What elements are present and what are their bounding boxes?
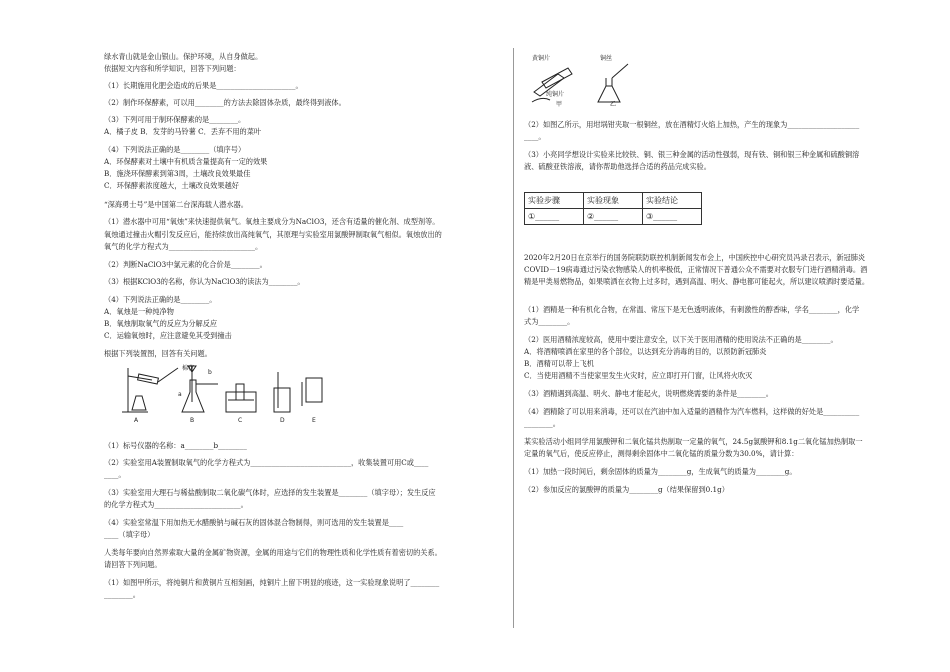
section-3-intro: 根据下列装置图，回答有关问题。 <box>104 349 212 358</box>
question-3: （3）下列可用于制环保酵素的是________。 <box>104 115 246 124</box>
lab-apparatus-figure <box>118 362 348 424</box>
section-4-q1-line2: ________。 <box>104 590 140 599</box>
table-header-cell: 实验现象 <box>584 193 643 209</box>
metal-q3-line2: 液、硫酸亚铁溶液，请你帮助他选择合适的药品完成实验。 <box>524 162 711 171</box>
label-E: E <box>312 417 316 424</box>
question-3-options: A．橘子皮 B．发芽的马铃薯 C．丢弃不用的菜叶 <box>104 127 262 136</box>
news-line3: 精是甲类易燃物品，如果喷洒在衣物上过多时，遇到高温、明火、静电都可能起火，所以建议喷洒时要适量。 <box>524 277 870 286</box>
section-3-q4-line1: （4）实验室常温下用加热无水醋酸钠与碱石灰的固体混合物制得，则可选用的发生装置是____ <box>104 518 404 527</box>
passage-line: 绿水青山就是金山银山。保护环境，从自身做起。 <box>104 52 263 61</box>
label-cotton: 棉花 <box>182 365 195 372</box>
alcohol-q1-line2: 式为________。 <box>524 317 575 326</box>
metal-q2-line1: （2）如图乙所示，用坩埚钳夹取一根铜丝，放在酒精灯火焰上加热，产生的现象为____________________ <box>524 120 860 129</box>
alcohol-q2: （2）医用酒精浓度较高，使用中要注意安全，以下关于医用酒精的使用说法不正确的是________。 <box>524 335 838 344</box>
calc-q1: （1）加热一段时间后，剩余固体的质量为________g，生成氧气的质量为________g。 <box>524 467 797 476</box>
section-2-q4-option-a: A．氧烛是一种纯净物 <box>104 307 174 316</box>
question-4-option-b: B．施浇环保酵素到第3周，土壤改良效果最佳 <box>104 169 251 178</box>
alcohol-q2-option-b: B．酒精可以带上飞机 <box>524 359 594 368</box>
section-3-q3-line1: （3）实验室用大理石与稀盐酸制取二氧化碳气体时，应选择的发生装置是________（填字母）；发生反应 <box>104 488 436 497</box>
experiment-table <box>524 192 702 225</box>
table-row <box>525 209 702 225</box>
section-2-q4-option-b: B．氧烛制取氧气的反应为分解反应 <box>104 319 218 328</box>
label-D: D <box>280 417 285 424</box>
alcohol-q4-line1: （4）酒精除了可以用来消毒，还可以在汽油中加入适量的酒精作为汽车燃料，这样做的好处是__________ <box>524 407 860 416</box>
section-4-intro-line1: 人类每年要向自然界索取大量的金属矿物资源，金属的用途与它们的物理性质和化学性质有着密切的关系。 <box>104 548 442 557</box>
section-2-intro: “深海勇士号”是中国第二台深海载人潜水器。 <box>104 200 248 209</box>
table-header-cell: 实验结论 <box>643 193 702 209</box>
section-2-q1-line3: 氧气的化学方程式为________________________。 <box>104 242 263 251</box>
label-jia: 甲 <box>556 101 563 108</box>
question-2: （2）制作环保酵素，可以用________的方法去除固体杂质，最终得到液体。 <box>104 98 346 107</box>
section-2-q1-line1: （1）潜水器中可用“氧烛”来快速提供氧气。氧烛主要成分为NaClO3，还含有适量的催化剂、成型剂等。 <box>104 217 440 226</box>
section-4-q1-line1: （1）如图甲所示，将纯铜片和黄铜片互相刻画，纯铜片上留下明显的痕迹，这一实验现象说明了________ <box>104 578 440 587</box>
column-divider <box>513 48 514 628</box>
section-3-q2-line1: （2）实验室用A装置制取氧气的化学方程式为____________________________，收集装置可用C或____ <box>104 458 429 467</box>
calc-q2: （2）参加反应的氯酸钾的质量为________g（结果保留到0.1g） <box>524 485 729 494</box>
section-3-q2-line2: ____。 <box>104 470 126 479</box>
section-2-q3: （3）根据KClO3的名称，你认为NaClO3的读法为________。 <box>104 277 305 286</box>
table-cell: ①______ <box>525 209 584 225</box>
alcohol-q2-option-c: C．当使用酒精不当使家里发生火灾时，应立即打开门窗，让风将火吹灭 <box>524 371 753 380</box>
calc-intro-line1: 某实验活动小组同学用氯酸钾和二氧化锰共热制取一定量的氧气，24.5g氯酸钾和8.1g二氧化锰加热制取一 <box>524 437 863 446</box>
alcohol-q4-line2: ________。 <box>524 419 560 428</box>
section-3-q3-line2: 的化学方程式为________________________。 <box>104 500 248 509</box>
metal-q2-line2: ____。 <box>524 132 546 141</box>
section-2-q4-option-c: C．运输氧烛时，应注意避免其受到撞击 <box>104 331 232 340</box>
question-1: （1）长期施用化肥会造成的后果是______________________。 <box>104 81 303 90</box>
metal-experiment-figure <box>528 52 638 108</box>
question-4-option-c: C．环保酵素浓度越大，土壤改良效果越好 <box>104 181 239 190</box>
label-yi: 乙 <box>610 101 617 108</box>
news-line2: COVID－19病毒通过污染衣物感染人的机率极低，正常情况下普通公众不需要对衣服专门进行酒精消毒。酒 <box>524 265 868 274</box>
section-2-q4: （4）下列说法正确的是________。 <box>104 295 217 304</box>
label-A: A <box>134 417 139 424</box>
table-cell: ③______ <box>643 209 702 225</box>
alcohol-q3: （3）酒精遇到高温、明火、静电才能起火，说明燃烧需要的条件是________。 <box>524 389 773 398</box>
label-copper-wire: 铜丝 <box>600 55 613 62</box>
calc-intro-line2: 定量的氧气后，使反应停止，测得剩余固体中二氧化锰的质量分数为30.0%，请计算： <box>524 449 799 458</box>
label-b: b <box>208 369 212 376</box>
section-2-q2: （2）判断NaClO3中氯元素的化合价是________。 <box>104 260 267 269</box>
metal-q3-line1: （3）小亮同学想设计实验来比较铁、铜、银三种金属的活动性强弱，现有铁、铜和银三种金属和硫酸铜溶 <box>524 150 860 159</box>
section-2-q1-line2: 氧烛通过撞击火帽引发反应后，能持续放出高纯氧气，其原理与实验室用氯酸钾制取氧气相似。氧烛放出的 <box>104 230 442 239</box>
label-B: B <box>190 417 195 424</box>
alcohol-q2-option-a: A．将酒精喷洒在家里的各个部位，以达到充分消毒的目的，以预防新冠肺炎 <box>524 347 767 356</box>
section-3-q1: （1）标号仪器的名称：a________b________ <box>104 441 247 450</box>
table-cell: ②______ <box>584 209 643 225</box>
table-header-cell: 实验步骤 <box>525 193 584 209</box>
alcohol-q1-line1: （1）酒精是一种有机化合物，在常温、常压下是无色透明液体，有刺激性的醇香味，学名________，化学 <box>524 305 860 314</box>
section-4-intro-line2: 请回答下列问题。 <box>104 560 162 569</box>
section-3-q4-line2: ____（填字母） <box>104 530 155 539</box>
question-4-option-a: A．环保酵素对土壤中有机质含量提高有一定的效果 <box>104 157 268 166</box>
table-header-row <box>525 193 702 209</box>
label-a: a <box>178 391 182 398</box>
label-C: C <box>238 417 243 424</box>
news-line1: 2020年2月20日在京举行的国务院联防联控机制新闻发布会上，中国疾控中心研究员冯录召表示，新冠肺炎 <box>524 253 866 262</box>
instruction-line: 依据短文内容和所学知识，回答下列问题： <box>104 64 241 73</box>
label-brass: 黄铜片 <box>532 55 551 62</box>
label-pure-copper: 纯铜片 <box>546 91 565 98</box>
question-4: （4）下列说法正确的是________（填序号） <box>104 145 246 154</box>
